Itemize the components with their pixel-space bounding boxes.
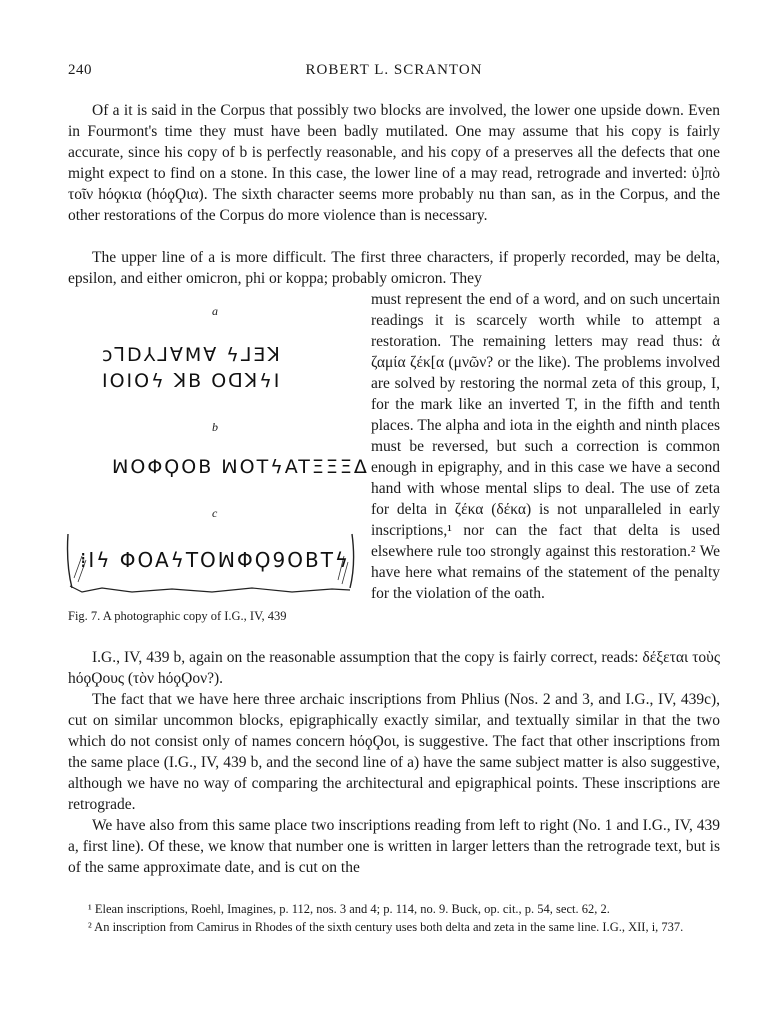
inscription-b: ꟽOΦϘOB ꟽOTϟATΞΞΞΔ bbox=[112, 456, 369, 478]
figure-caption: Fig. 7. A photographic copy of I.G., IV, 439 bbox=[68, 609, 287, 623]
paragraph-4: The fact that we have here three archaic inscriptions from Phlius (Nos. 2 and 3, and I.G., IV, 439c), cut on similar uncommon blocks, epigraphically exactly similar, and textually similar in that the two which do not consist only of names concern hόϙϘοι, is suggestive. The fact that other inscriptions from the same place (I.G., IV, 439 b, and the second line of a) have the same subject matter is also suggestive, although we have no way of comparing the architectural and epigraphical points. These inscriptions are retrograde. bbox=[68, 691, 720, 813]
page-number: 240 bbox=[68, 62, 92, 78]
inscription-c: ⁞Iϟ ΦOAϟTOꟽΦϘ9OBTϟ bbox=[80, 548, 351, 572]
paragraph-3: I.G., IV, 439 b, again on the reasonable assumption that the copy is fairly correct, reads: δέξεται τοὺς hόϙϘους (τὸν hόϙϘον?). bbox=[68, 649, 720, 687]
running-head: ROBERT L. SCRANTON bbox=[305, 62, 483, 78]
paragraph-5: We have also from this same place two inscriptions reading from left to right (No. 1 and I.G., IV, 439 a, first line). Of these, we know that number one is written in larger letters than the retrograde text, but is of the same approximate date, and is cut on the bbox=[68, 817, 720, 876]
paragraph-1: Of a it is said in the Corpus that possibly two blocks are involved, the lower one upside down. Even in Fourmont's time they must have been badly mutilated. One may assume that his copy is fairly accurate, since his copy of b is perfectly reasonable, and his copy of a preserves all the defects that one might expect to find on a stone. In this case, the lower line of a may read, retrograde and inverted: ὐ]πὸ τοῖν hόϙκια (hόϙϘια). The sixth character seems more probably nu than san, as in the Corpus, and the other restorations of the Corpus do more violence than is necessary. bbox=[68, 102, 720, 224]
figure-label-c: c bbox=[212, 506, 218, 520]
paragraph-2-intro: The upper line of a is more difficult. The first three characters, if properly recorded, may be delta, epsilon, and either omicron, phi or koppa; probably omicron. They bbox=[68, 249, 720, 287]
page-header bbox=[68, 62, 720, 84]
figure-7 bbox=[62, 300, 369, 640]
footnotes bbox=[68, 900, 720, 936]
footnote-2: ² An inscription from Camirus in Rhodes of the sixth century uses both delta and zeta in the same line. I.G., XII, i, 737. bbox=[88, 920, 684, 934]
footnote-1: ¹ Elean inscriptions, Roehl, Imagines, p. 112, nos. 3 and 4; p. 114, no. 9. Buck, op. cit., p. 54, sect. 62, 2. bbox=[88, 902, 610, 916]
inscription-a-line-1: ↄꓶD⅄⅃ꓯMꓯ ϟ⅃Ǝꓘ bbox=[102, 344, 282, 366]
inscription-a-line-2: IOIOϟ ꓘB OꓷꓘϟI bbox=[102, 370, 282, 392]
figure-label-b: b bbox=[212, 420, 218, 434]
figure-label-a: a bbox=[212, 304, 218, 318]
paragraph-2-column: must represent the end of a word, and on such uncertain readings it is scarcely worth while to attempt a restoration. The remaining letters may read thus: ἀ ζαμία ζέκ[α (μνῶν? or the like). The problems involved are solved by restoring the normal zeta of this group, I, for the mark like an inverted T, in the fifth and tenth places. The alpha and iota in the eighth and ninth places must be reversed, but such a correction is common enough in epigraphy, and in this case we have a second hand with whose mental slips to deal. The use of zeta for delta in ζέκα (δέκα) is not unparalleled in early inscriptions,¹ nor can the fact that delta is used elsewhere rule too strongly against this restoration.² We have here what remains of the statement of the penalty for the violation of the oath. bbox=[371, 291, 720, 602]
